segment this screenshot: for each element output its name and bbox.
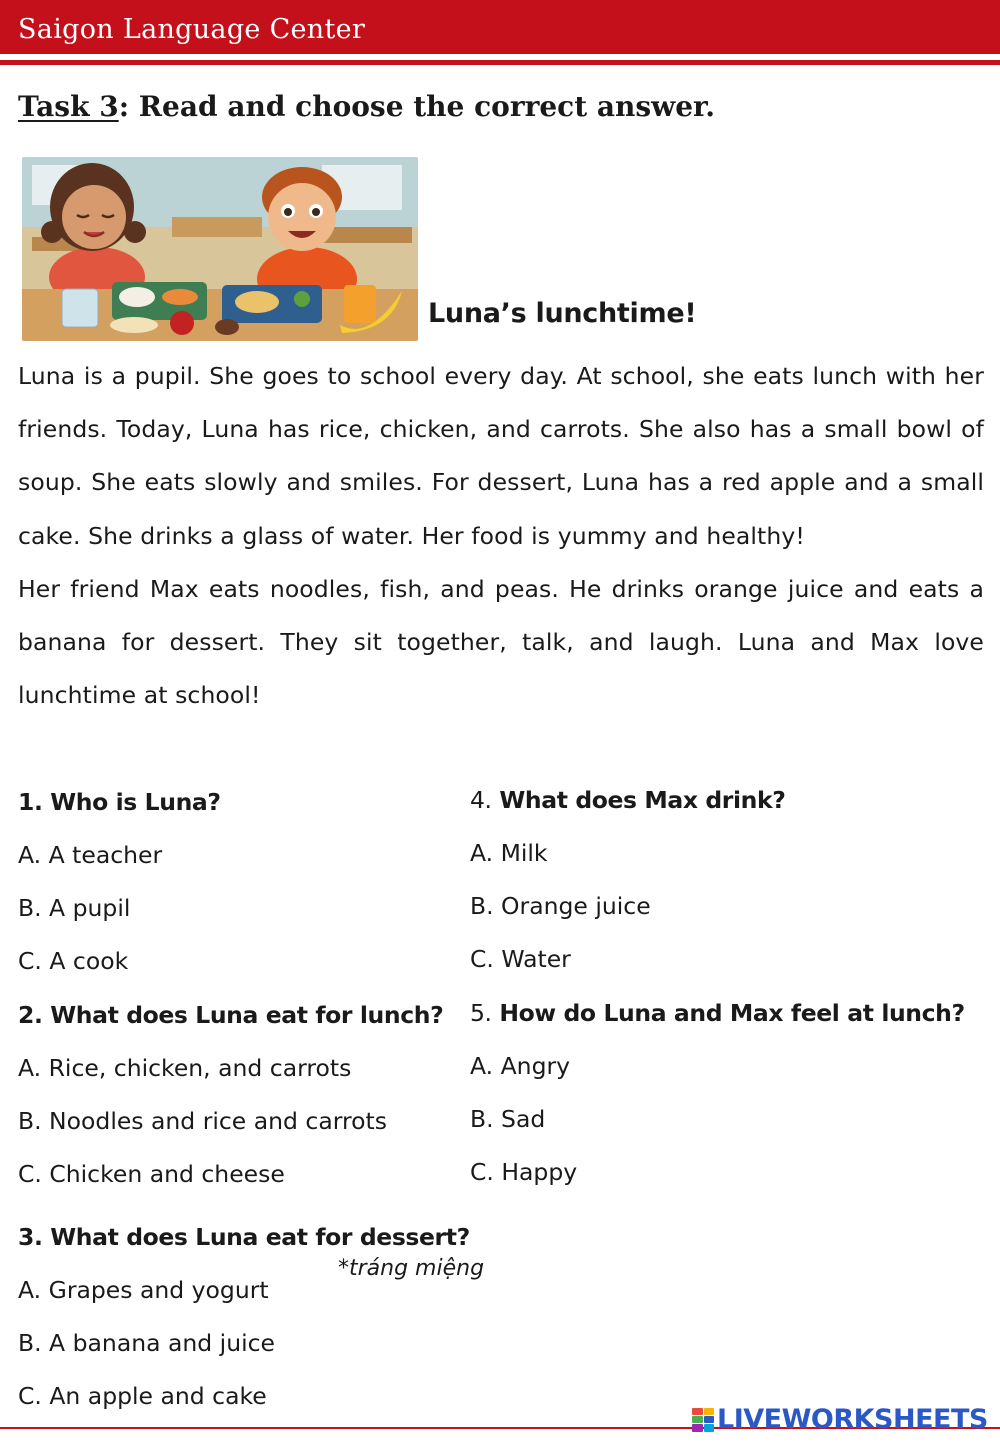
option-3a[interactable]: A. Grapes and yogurt bbox=[18, 1276, 269, 1304]
story-paragraph: Her friend Max eats noodles, fish, and peas. He drinks orange juice and eats a banana for dessert. They sit together, talk, and laugh. Luna and Max love lunchtime at school! bbox=[18, 574, 984, 710]
option-5a[interactable]: A. Angry bbox=[470, 1052, 571, 1080]
question-text: What does Luna eat for lunch? bbox=[42, 1001, 444, 1029]
liveworksheets-wordmark: LIVEWORKSHEETS bbox=[717, 1404, 988, 1435]
question-text: What does Max drink? bbox=[491, 786, 786, 814]
dessert-note: *tráng miệng bbox=[338, 1256, 485, 1281]
option-1a[interactable]: A. A teacher bbox=[18, 841, 163, 869]
option-2b[interactable]: B. Noodles and rice and carrots bbox=[18, 1107, 387, 1135]
option-4c[interactable]: C. Water bbox=[470, 945, 571, 973]
liveworksheets-icon bbox=[692, 1408, 714, 1432]
question-number: 3. bbox=[18, 1223, 43, 1251]
question-number: 1. bbox=[18, 788, 43, 816]
question-1 bbox=[18, 788, 221, 816]
question-number: 2. bbox=[18, 1001, 43, 1029]
liveworksheets-logo[interactable] bbox=[692, 1404, 988, 1435]
option-2c[interactable]: C. Chicken and cheese bbox=[18, 1160, 285, 1188]
option-4a[interactable]: A. Milk bbox=[470, 839, 548, 867]
question-2 bbox=[18, 1001, 443, 1029]
option-2a[interactable]: A. Rice, chicken, and carrots bbox=[18, 1054, 352, 1082]
question-text: How do Luna and Max feel at lunch? bbox=[491, 999, 965, 1027]
story-paragraph: Luna is a pupil. She goes to school every day. At school, she eats lunch with her friends. Today, Luna has rice, chicken, and carrots. She also has a small bowl of soup. She eats slowly and smiles. For dessert, Luna has a red apple and a small cake. She drinks a glass of water. Her food is yummy and healthy! bbox=[18, 362, 984, 550]
question-3 bbox=[18, 1223, 470, 1251]
option-3b[interactable]: B. A banana and juice bbox=[18, 1329, 275, 1357]
task-label: Task 3 bbox=[18, 90, 119, 123]
task-heading bbox=[18, 90, 715, 123]
option-5b[interactable]: B. Sad bbox=[470, 1105, 546, 1133]
story-passage bbox=[18, 350, 984, 722]
question-text: What does Luna eat for dessert? bbox=[42, 1223, 470, 1251]
option-4b[interactable]: B. Orange juice bbox=[470, 892, 651, 920]
question-text: Who is Luna? bbox=[42, 788, 221, 816]
option-5c[interactable]: C. Happy bbox=[470, 1158, 578, 1186]
option-1b[interactable]: B. A pupil bbox=[18, 894, 131, 922]
question-number: 4. bbox=[470, 786, 492, 814]
header-divider bbox=[0, 60, 1000, 65]
question-number: 5. bbox=[470, 999, 492, 1027]
story-title: Luna’s lunchtime! bbox=[428, 298, 697, 329]
header-bar bbox=[0, 0, 1000, 54]
lunch-illustration bbox=[22, 157, 418, 341]
question-5 bbox=[470, 999, 965, 1027]
task-instruction: : Read and choose the correct answer. bbox=[118, 90, 715, 123]
option-1c[interactable]: C. A cook bbox=[18, 947, 129, 975]
option-3c[interactable]: C. An apple and cake bbox=[18, 1382, 267, 1410]
question-4 bbox=[470, 786, 785, 814]
header-title: Saigon Language Center bbox=[18, 14, 366, 45]
